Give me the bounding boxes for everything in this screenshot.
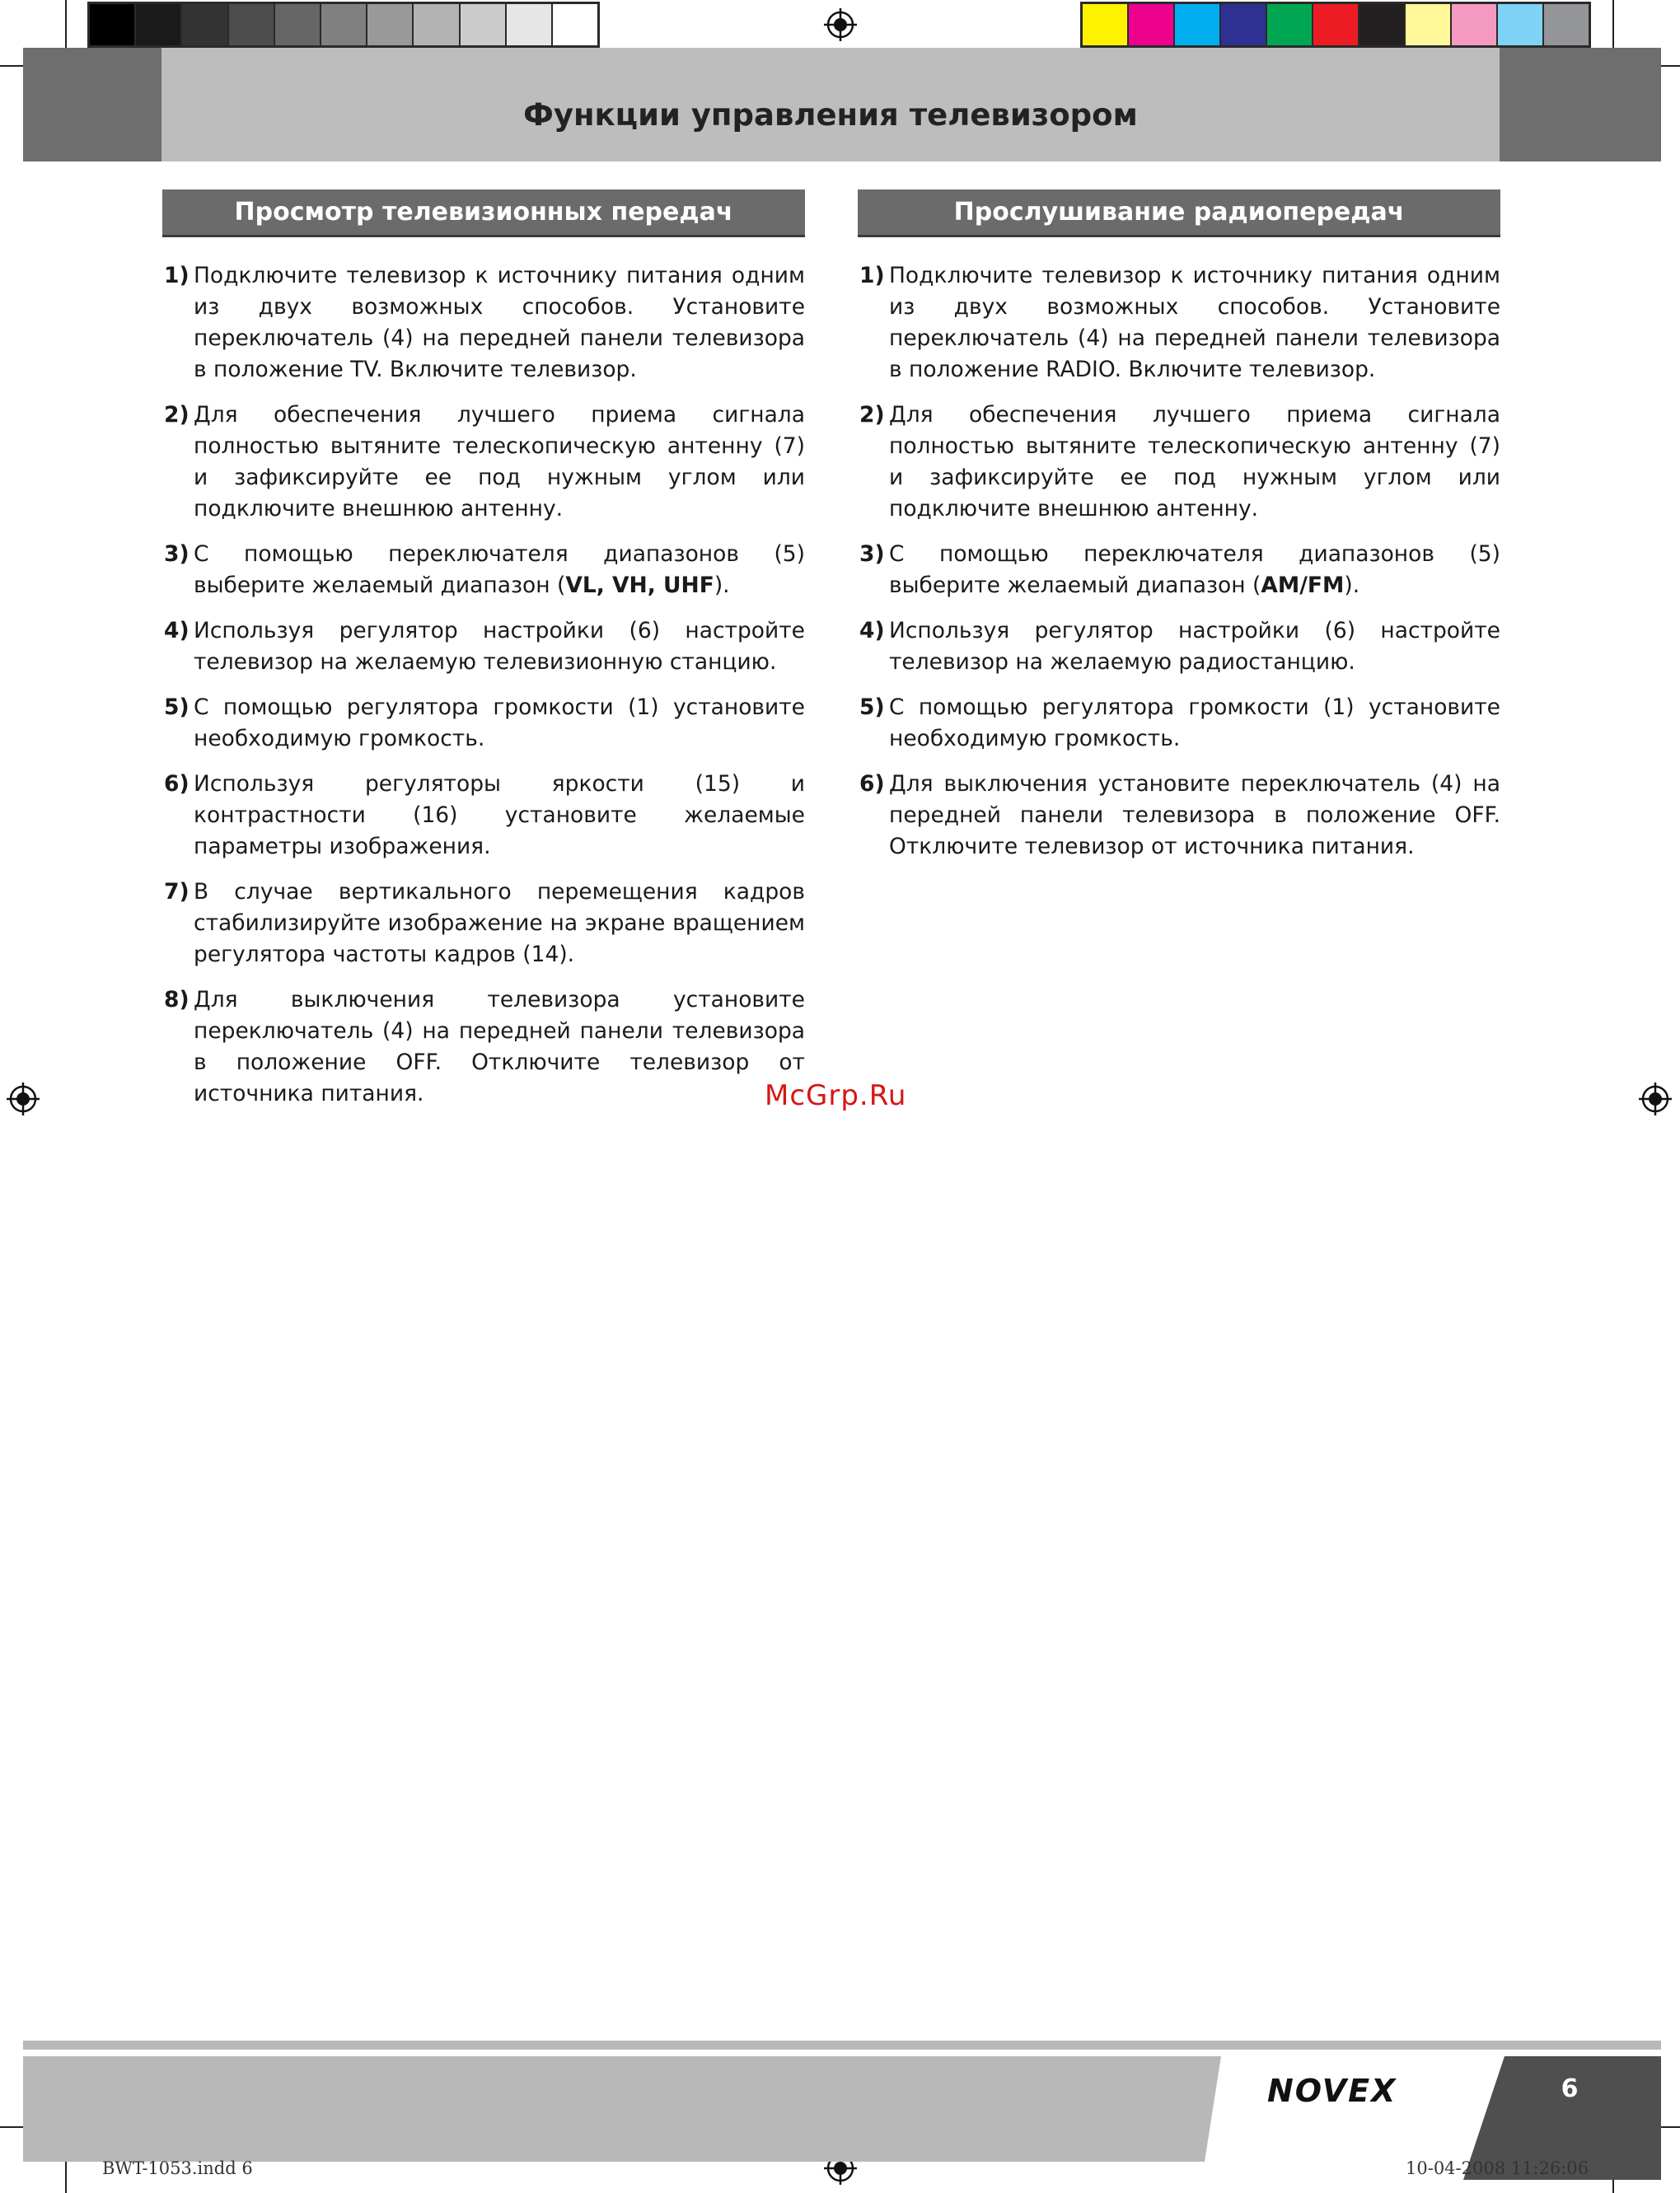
step-number: 4) — [164, 618, 190, 643]
list-item — [858, 692, 1500, 755]
radio-section-heading: Прослушивание радиопередач — [858, 189, 1500, 237]
page-number: 6 — [1561, 2074, 1579, 2103]
list-item — [162, 400, 805, 525]
step-text: Подключите телевизор к источнику питания одним из двух возможных способов. Установите переключатель (4) на передней панели телевизора в положение RADIO. Включите телевизор. — [889, 263, 1500, 382]
step-text: С помощью переключателя диапазонов (5) выберите желаемый диапазон ( — [194, 541, 805, 598]
footer-rule — [23, 2041, 1661, 2050]
step-number: 2) — [859, 402, 885, 428]
list-item — [162, 615, 805, 678]
step-number: 4) — [859, 618, 885, 643]
step-text: Для выключения установите переключатель (4) на передней панели телевизора в положение OFF. Отключите телевизор от источника питания. — [889, 771, 1500, 859]
step-text: Подключите телевизор к источнику питания одним из двух возможных способов. Установите переключатель (4) на передней панели телевизора в положение TV. Включите телевизор. — [194, 263, 805, 382]
step-number: 3) — [164, 541, 190, 567]
list-item — [162, 769, 805, 863]
slug-file-name: BWT-1053.indd 6 — [102, 2158, 253, 2178]
slug-timestamp: 10-04-2008 11:26:06 — [1406, 2158, 1589, 2178]
step-number: 5) — [164, 694, 190, 720]
novex-logo: NOVEX — [1267, 2073, 1397, 2109]
step-number: 2) — [164, 402, 190, 428]
step-number: 1) — [859, 263, 885, 288]
step-number: 1) — [164, 263, 190, 288]
list-item — [162, 260, 805, 386]
step-text: Используя регулятор настройки (6) настройте телевизор на желаемую телевизионную станцию. — [194, 618, 805, 675]
step-text: С помощью регулятора громкости (1) установите необходимую громкость. — [889, 694, 1500, 751]
list-item — [162, 984, 805, 1110]
step-text: Для выключения телевизора установите переключатель (4) на передней панели телевизора в положение OFF. Отключите телевизор от источника питания. — [194, 987, 805, 1106]
tv-section — [162, 189, 805, 1124]
list-item — [858, 615, 1500, 678]
tv-steps-list — [162, 260, 805, 1110]
step-text: Используя регулятор настройки (6) настройте телевизор на желаемую радиостанцию. — [889, 618, 1500, 675]
step-number: 5) — [859, 694, 885, 720]
list-item — [858, 260, 1500, 386]
band-values: VL, VH, UHF — [565, 573, 714, 598]
step-number: 8) — [164, 987, 190, 1012]
step-number: 6) — [164, 771, 190, 797]
list-item — [162, 877, 805, 970]
band-values: AM/FM — [1261, 573, 1345, 598]
list-item — [162, 539, 805, 601]
step-number: 6) — [859, 771, 885, 797]
page-title: Функции управления телевизором — [523, 97, 1138, 133]
radio-steps-list — [858, 260, 1500, 863]
step-text-tail: ). — [714, 573, 730, 598]
list-item — [162, 692, 805, 755]
list-item — [858, 400, 1500, 525]
radio-section — [858, 189, 1500, 877]
step-number: 3) — [859, 541, 885, 567]
step-text: Используя регуляторы яркости (15) и контрастности (16) установите желаемые параметры изображения. — [194, 771, 805, 859]
step-text: С помощью регулятора громкости (1) установите необходимую громкость. — [194, 694, 805, 751]
step-text-tail: ). — [1344, 573, 1360, 598]
watermark: McGrp.Ru — [765, 1079, 907, 1112]
step-text: С помощью переключателя диапазонов (5) выберите желаемый диапазон ( — [889, 541, 1500, 598]
step-text: Для обеспечения лучшего приема сигнала полностью вытяните телескопическую антенну (7) и зафиксируйте ее под нужным углом или подключите внешнюю антенну. — [194, 402, 805, 521]
step-number: 7) — [164, 879, 190, 905]
step-text: Для обеспечения лучшего приема сигнала полностью вытяните телескопическую антенну (7) и зафиксируйте ее под нужным углом или подключите внешнюю антенну. — [889, 402, 1500, 521]
tv-section-heading: Просмотр телевизионных передач — [162, 189, 805, 237]
step-text: В случае вертикального перемещения кадров стабилизируйте изображение на экране вращением регулятора частоты кадров (14). — [194, 879, 805, 967]
list-item — [858, 539, 1500, 601]
list-item — [858, 769, 1500, 863]
